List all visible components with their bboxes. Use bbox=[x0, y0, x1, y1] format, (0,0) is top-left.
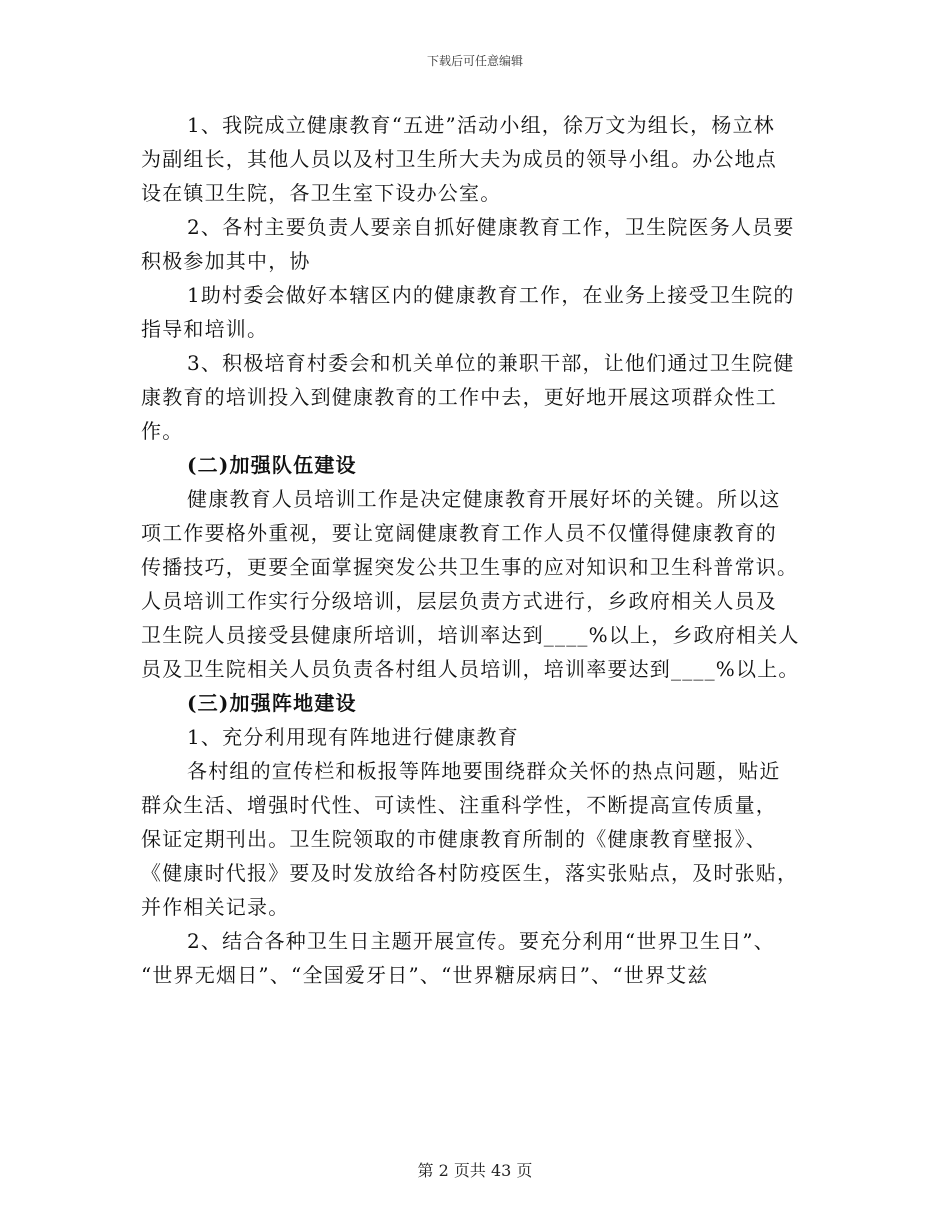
paragraph-line: 2、结合各种卫生日主题开展宣传。要充分利用“世界卫生日”、 bbox=[187, 929, 775, 953]
paragraph-line: 康教育的培训投入到健康教育的工作中去，更好地开展这项群众性工 bbox=[141, 385, 777, 409]
paragraph-line: 1、充分利用现有阵地进行健康教育 bbox=[187, 725, 519, 749]
paragraph-line: 员及卫生院相关人员负责各村组人员培训，培训率要达到____%以上。 bbox=[141, 657, 800, 681]
paragraph-line: 并作相关记录。 bbox=[141, 895, 290, 919]
paragraph-line: 3、积极培育村委会和机关单位的兼职干部，让他们通过卫生院健 bbox=[187, 351, 795, 375]
paragraph-line: 指导和培训。 bbox=[141, 317, 269, 341]
paragraph-line: 卫生院人员接受县健康所培训，培训率达到____%以上，乡政府相关人 bbox=[141, 623, 800, 647]
paragraph-line: 1助村委会做好本辖区内的健康教育工作，在业务上接受卫生院的 bbox=[187, 283, 795, 307]
paragraph-line: 各村组的宣传栏和板报等阵地要围绕群众关怀的热点问题，贴近 bbox=[187, 759, 781, 783]
paragraph-line: 保证定期刊出。卫生院领取的市健康教育所制的《健康教育壁报》、 bbox=[141, 827, 767, 851]
paragraph-line: 人员培训工作实行分级培训，层层负责方式进行，乡政府相关人员及 bbox=[141, 589, 777, 613]
paragraph-line: 《健康时代报》要及时发放给各村防疫医生，落实张贴点，及时张贴， bbox=[141, 861, 799, 885]
paragraph-line: 2、各村主要负责人要亲自抓好健康教育工作，卫生院医务人员要 bbox=[187, 215, 795, 239]
paragraph-line: 项工作要格外重视，要让宽阔健康教育工作人员不仅懂得健康教育的 bbox=[141, 521, 777, 545]
paragraph-line: “世界无烟日”、“全国爱牙日”、“世界糖尿病日”、“世界艾兹 bbox=[141, 963, 709, 987]
paragraph-line: 为副组长，其他人员以及村卫生所大夫为成员的领导小组。办公地点 bbox=[141, 147, 777, 171]
paragraph-line: 传播技巧，更要全面掌握突发公共卫生事的应对知识和卫生科普常识。 bbox=[141, 555, 799, 579]
paragraph-line: 群众生活、增强时代性、可读性、注重科学性，不断提高宣传质量， bbox=[141, 793, 777, 817]
paragraph-line: 作。 bbox=[141, 419, 184, 443]
section-heading: (三)加强阵地建设 bbox=[187, 691, 357, 715]
paragraph-line: 设在镇卫生院，各卫生室下设办公室。 bbox=[141, 181, 502, 205]
paragraph-line: 积极参加其中，协 bbox=[141, 249, 311, 273]
page-footer: 第 2 页共 43 页 bbox=[417, 1161, 533, 1180]
section-heading: (二)加强队伍建设 bbox=[187, 453, 357, 477]
document-body bbox=[141, 108, 811, 992]
page-header: 下载后可任意编辑 bbox=[426, 54, 523, 68]
paragraph-line: 1、我院成立健康教育“五进”活动小组，徐万文为组长，杨立林 bbox=[187, 113, 775, 137]
paragraph-line: 健康教育人员培训工作是决定健康教育开展好坏的关键。所以这 bbox=[187, 487, 781, 511]
